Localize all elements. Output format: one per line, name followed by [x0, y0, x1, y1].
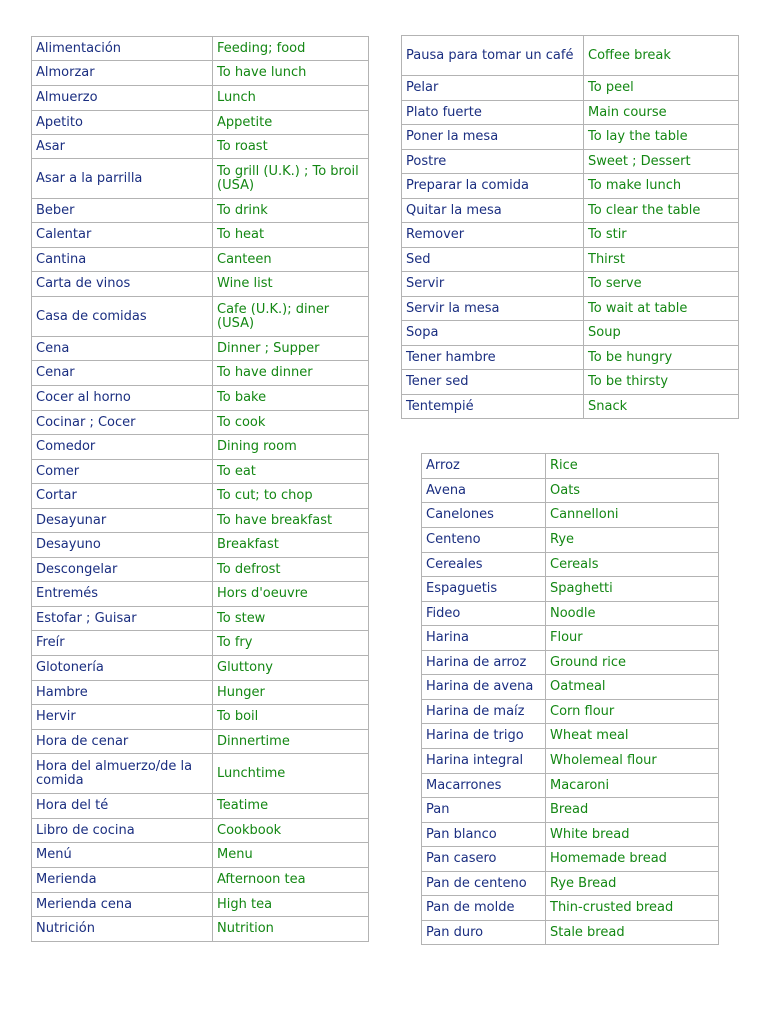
table-row — [32, 86, 369, 111]
spanish-term: Sopa — [402, 321, 584, 346]
english-translation: Rice — [546, 454, 719, 479]
table-row — [32, 61, 369, 86]
spanish-term: Hora de cenar — [32, 730, 213, 754]
english-translation: Flour — [546, 626, 719, 651]
english-translation: To grill (U.K.) ; To broil (USA) — [213, 159, 369, 199]
english-translation: Thin-crusted bread — [546, 896, 719, 921]
spanish-term: Asar a la parrilla — [32, 159, 213, 199]
table-row — [422, 896, 719, 921]
vocab-table-cereals-bread — [421, 453, 719, 945]
table-row — [32, 135, 369, 159]
spanish-term: Tentempié — [402, 395, 584, 419]
english-translation: Wheat meal — [546, 724, 719, 749]
spanish-term: Hora del almuerzo/de la comida — [32, 754, 213, 794]
table-row — [422, 749, 719, 774]
table-row — [32, 484, 369, 509]
english-translation: Gluttony — [213, 656, 369, 681]
spanish-term: Cereales — [422, 553, 546, 577]
vocab-table-body — [32, 37, 369, 942]
spanish-term: Harina de trigo — [422, 724, 546, 749]
english-translation: To roast — [213, 135, 369, 159]
english-translation: Feeding; food — [213, 37, 369, 61]
spanish-term: Macarrones — [422, 774, 546, 798]
english-translation: Hunger — [213, 681, 369, 705]
table-row — [32, 460, 369, 484]
spanish-term: Entremés — [32, 582, 213, 607]
table-row — [402, 199, 739, 223]
english-translation: To eat — [213, 460, 369, 484]
table-row — [32, 893, 369, 917]
spanish-term: Merienda — [32, 868, 213, 893]
spanish-term: Nutrición — [32, 917, 213, 942]
english-translation: To stew — [213, 607, 369, 631]
spanish-term: Tener sed — [402, 370, 584, 395]
english-translation: Nutrition — [213, 917, 369, 942]
spanish-term: Freír — [32, 631, 213, 656]
table-row — [402, 223, 739, 248]
spanish-term: Comedor — [32, 435, 213, 460]
spanish-term: Cenar — [32, 361, 213, 386]
spanish-term: Remover — [402, 223, 584, 248]
table-row — [32, 159, 369, 199]
table-row — [402, 125, 739, 150]
english-translation: Noodle — [546, 602, 719, 626]
english-translation: To have dinner — [213, 361, 369, 386]
spanish-term: Preparar la comida — [402, 174, 584, 199]
spanish-term: Cena — [32, 337, 213, 361]
english-translation: To cook — [213, 411, 369, 435]
english-translation: To lay the table — [584, 125, 739, 150]
table-row — [402, 248, 739, 272]
english-translation: Snack — [584, 395, 739, 419]
table-row — [32, 730, 369, 754]
english-translation: Wine list — [213, 272, 369, 297]
table-row — [422, 479, 719, 503]
english-translation: To boil — [213, 705, 369, 730]
english-translation: To be thirsty — [584, 370, 739, 395]
english-translation: Cookbook — [213, 819, 369, 843]
table-row — [422, 577, 719, 602]
english-translation: Wholemeal flour — [546, 749, 719, 774]
table-row — [32, 297, 369, 337]
english-translation: Afternoon tea — [213, 868, 369, 893]
vocab-table-body — [402, 36, 739, 419]
english-translation: To stir — [584, 223, 739, 248]
table-row — [32, 111, 369, 135]
spanish-term: Libro de cocina — [32, 819, 213, 843]
spanish-term: Alimentación — [32, 37, 213, 61]
english-translation: Corn flour — [546, 700, 719, 724]
spanish-term: Estofar ; Guisar — [32, 607, 213, 631]
table-row — [422, 528, 719, 553]
spanish-term: Carta de vinos — [32, 272, 213, 297]
spanish-term: Casa de comidas — [32, 297, 213, 337]
english-translation: Cereals — [546, 553, 719, 577]
english-translation: Appetite — [213, 111, 369, 135]
spanish-term: Pelar — [402, 76, 584, 101]
table-row — [402, 76, 739, 101]
table-row — [422, 602, 719, 626]
vocab-table-left — [31, 36, 369, 942]
spanish-term: Hambre — [32, 681, 213, 705]
english-translation: Dinnertime — [213, 730, 369, 754]
table-row — [402, 346, 739, 370]
english-translation: To clear the table — [584, 199, 739, 223]
spanish-term: Poner la mesa — [402, 125, 584, 150]
spanish-term: Cocinar ; Cocer — [32, 411, 213, 435]
spanish-term: Pan — [422, 798, 546, 823]
table-row — [32, 272, 369, 297]
table-row — [422, 921, 719, 945]
english-translation: Cannelloni — [546, 503, 719, 528]
english-translation: Hors d'oeuvre — [213, 582, 369, 607]
table-row — [32, 582, 369, 607]
spanish-term: Harina — [422, 626, 546, 651]
spanish-term: Harina de avena — [422, 675, 546, 700]
english-translation: To serve — [584, 272, 739, 297]
table-row — [32, 794, 369, 819]
english-translation: Canteen — [213, 248, 369, 272]
english-translation: To defrost — [213, 558, 369, 582]
spanish-term: Comer — [32, 460, 213, 484]
table-row — [32, 361, 369, 386]
table-row — [32, 631, 369, 656]
spanish-term: Cocer al horno — [32, 386, 213, 411]
english-translation: To fry — [213, 631, 369, 656]
spanish-term: Hora del té — [32, 794, 213, 819]
spanish-term: Almorzar — [32, 61, 213, 86]
spanish-term: Harina de maíz — [422, 700, 546, 724]
english-translation: Coffee break — [584, 36, 739, 76]
spanish-term: Servir — [402, 272, 584, 297]
table-row — [422, 847, 719, 872]
spanish-term: Pan casero — [422, 847, 546, 872]
table-row — [32, 533, 369, 558]
english-translation: To make lunch — [584, 174, 739, 199]
table-row — [402, 321, 739, 346]
english-translation: To drink — [213, 199, 369, 223]
table-row — [32, 248, 369, 272]
table-row — [32, 681, 369, 705]
table-row — [32, 411, 369, 435]
table-row — [402, 272, 739, 297]
english-translation: Lunch — [213, 86, 369, 111]
english-translation: To have lunch — [213, 61, 369, 86]
english-translation: Rye Bread — [546, 872, 719, 896]
english-translation: Oats — [546, 479, 719, 503]
table-row — [402, 150, 739, 174]
spanish-term: Glotonería — [32, 656, 213, 681]
table-row — [32, 705, 369, 730]
spanish-term: Harina de arroz — [422, 651, 546, 675]
table-row — [422, 553, 719, 577]
english-translation: Teatime — [213, 794, 369, 819]
english-translation: Lunchtime — [213, 754, 369, 794]
spanish-term: Espaguetis — [422, 577, 546, 602]
table-row — [32, 509, 369, 533]
english-translation: To wait at table — [584, 297, 739, 321]
table-row — [32, 37, 369, 61]
table-row — [422, 798, 719, 823]
table-row — [402, 101, 739, 125]
spanish-term: Calentar — [32, 223, 213, 248]
english-translation: Oatmeal — [546, 675, 719, 700]
table-row — [422, 503, 719, 528]
table-row — [32, 199, 369, 223]
english-translation: Breakfast — [213, 533, 369, 558]
english-translation: Dining room — [213, 435, 369, 460]
english-translation: To be hungry — [584, 346, 739, 370]
spanish-term: Pan de molde — [422, 896, 546, 921]
table-row — [422, 675, 719, 700]
table-row — [402, 36, 739, 76]
table-row — [402, 395, 739, 419]
table-row — [422, 823, 719, 847]
table-row — [422, 774, 719, 798]
spanish-term: Plato fuerte — [402, 101, 584, 125]
spanish-term: Canelones — [422, 503, 546, 528]
english-translation: Homemade bread — [546, 847, 719, 872]
spanish-term: Apetito — [32, 111, 213, 135]
english-translation: To peel — [584, 76, 739, 101]
table-row — [402, 174, 739, 199]
english-translation: White bread — [546, 823, 719, 847]
vocab-table-right — [401, 35, 739, 419]
spanish-term: Servir la mesa — [402, 297, 584, 321]
spanish-term: Hervir — [32, 705, 213, 730]
english-translation: To heat — [213, 223, 369, 248]
table-row — [32, 754, 369, 794]
table-row — [32, 843, 369, 868]
spanish-term: Merienda cena — [32, 893, 213, 917]
spanish-term: Pan duro — [422, 921, 546, 945]
spanish-term: Pan de centeno — [422, 872, 546, 896]
spanish-term: Cortar — [32, 484, 213, 509]
table-row — [32, 656, 369, 681]
spanish-term: Desayuno — [32, 533, 213, 558]
english-translation: Thirst — [584, 248, 739, 272]
table-row — [32, 819, 369, 843]
table-row — [32, 917, 369, 942]
table-row — [402, 370, 739, 395]
english-translation: Cafe (U.K.); diner (USA) — [213, 297, 369, 337]
table-row — [32, 558, 369, 582]
english-translation: Macaroni — [546, 774, 719, 798]
english-translation: Menu — [213, 843, 369, 868]
english-translation: To cut; to chop — [213, 484, 369, 509]
table-row — [32, 607, 369, 631]
spanish-term: Fideo — [422, 602, 546, 626]
spanish-term: Harina integral — [422, 749, 546, 774]
vocab-table-body — [422, 454, 719, 945]
spanish-term: Almuerzo — [32, 86, 213, 111]
table-row — [402, 297, 739, 321]
spanish-term: Sed — [402, 248, 584, 272]
spanish-term: Desayunar — [32, 509, 213, 533]
table-row — [32, 223, 369, 248]
spanish-term: Centeno — [422, 528, 546, 553]
english-translation: To have breakfast — [213, 509, 369, 533]
spanish-term: Descongelar — [32, 558, 213, 582]
english-translation: Dinner ; Supper — [213, 337, 369, 361]
table-row — [32, 868, 369, 893]
table-row — [32, 337, 369, 361]
spanish-term: Cantina — [32, 248, 213, 272]
spanish-term: Quitar la mesa — [402, 199, 584, 223]
english-translation: Bread — [546, 798, 719, 823]
spanish-term: Postre — [402, 150, 584, 174]
english-translation: Main course — [584, 101, 739, 125]
english-translation: Soup — [584, 321, 739, 346]
spanish-term: Asar — [32, 135, 213, 159]
spanish-term: Avena — [422, 479, 546, 503]
spanish-term: Arroz — [422, 454, 546, 479]
english-translation: Spaghetti — [546, 577, 719, 602]
english-translation: Ground rice — [546, 651, 719, 675]
english-translation: To bake — [213, 386, 369, 411]
table-row — [422, 651, 719, 675]
table-row — [32, 386, 369, 411]
table-row — [32, 435, 369, 460]
table-row — [422, 872, 719, 896]
english-translation: Stale bread — [546, 921, 719, 945]
table-row — [422, 626, 719, 651]
spanish-term: Tener hambre — [402, 346, 584, 370]
spanish-term: Pausa para tomar un café — [402, 36, 584, 76]
table-row — [422, 700, 719, 724]
spanish-term: Menú — [32, 843, 213, 868]
english-translation: High tea — [213, 893, 369, 917]
spanish-term: Pan blanco — [422, 823, 546, 847]
table-row — [422, 454, 719, 479]
english-translation: Sweet ; Dessert — [584, 150, 739, 174]
spanish-term: Beber — [32, 199, 213, 223]
table-row — [422, 724, 719, 749]
english-translation: Rye — [546, 528, 719, 553]
